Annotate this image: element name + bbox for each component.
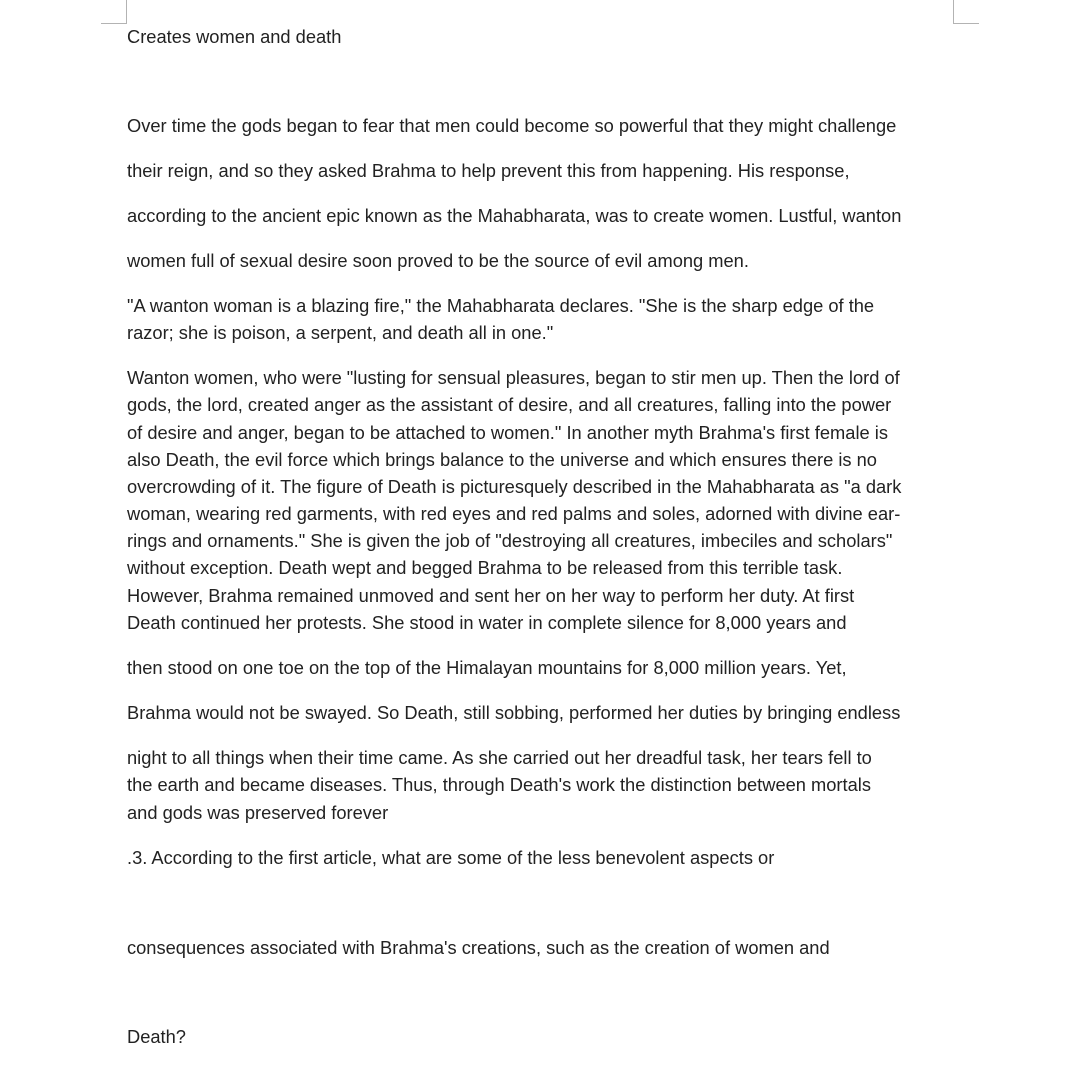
question-line: consequences associated with Brahma's creations, such as the creation of women and [127,937,830,958]
text-line: overcrowding of it. The figure of Death is picturesquely described in the Mahabharata as "a dark [127,476,902,497]
crop-mark-top-left [101,23,127,24]
text-line: woman, wearing red garments, with red eyes and red palms and soles, adorned with divine ear- [127,503,901,524]
text-line: Death continued her protests. She stood in water in complete silence for 8,000 years and [127,612,847,633]
text-line: rings and ornaments." She is given the job of "destroying all creatures, imbeciles and scholars" [127,530,893,551]
document-heading: Creates women and death [127,26,342,47]
text-line: and gods was preserved forever [127,802,389,823]
text-line: Over time the gods began to fear that men could become so powerful that they might challenge [127,115,897,136]
text-line: without exception. Death wept and begged Brahma to be released from this terrible task. [127,557,843,578]
text-line: also Death, the evil force which brings balance to the universe and which ensures there is no [127,449,877,470]
text-line: according to the ancient epic known as the Mahabharata, was to create women. Lustful, wanton [127,205,902,226]
question-line: .3. According to the first article, what are some of the less benevolent aspects or [127,847,775,868]
text-line: "A wanton woman is a blazing fire," the Mahabharata declares. "She is the sharp edge of the [127,295,875,316]
text-line: night to all things when their time came. As she carried out her dreadful task, her tears fell to [127,747,872,768]
text-line: razor; she is poison, a serpent, and death all in one." [127,322,554,343]
text-line: of desire and anger, began to be attached to women." In another myth Brahma's first female is [127,422,888,443]
text-line: Brahma would not be swayed. So Death, still sobbing, performed her duties by bringing endless [127,702,901,723]
text-line: then stood on one toe on the top of the Himalayan mountains for 8,000 million years. Yet, [127,657,847,678]
text-line: women full of sexual desire soon proved to be the source of evil among men. [127,250,749,271]
crop-mark-top-right [953,0,954,23]
question-line: Death? [127,1026,186,1047]
crop-mark-top-left [126,0,127,23]
text-line: the earth and became diseases. Thus, through Death's work the distinction between mortals [127,774,871,795]
text-line: Wanton women, who were "lusting for sensual pleasures, began to stir men up. Then the lord of [127,367,900,388]
text-line: gods, the lord, created anger as the assistant of desire, and all creatures, falling into the power [127,394,892,415]
text-line: However, Brahma remained unmoved and sent her on her way to perform her duty. At first [127,585,855,606]
text-line: their reign, and so they asked Brahma to help prevent this from happening. His response, [127,160,850,181]
